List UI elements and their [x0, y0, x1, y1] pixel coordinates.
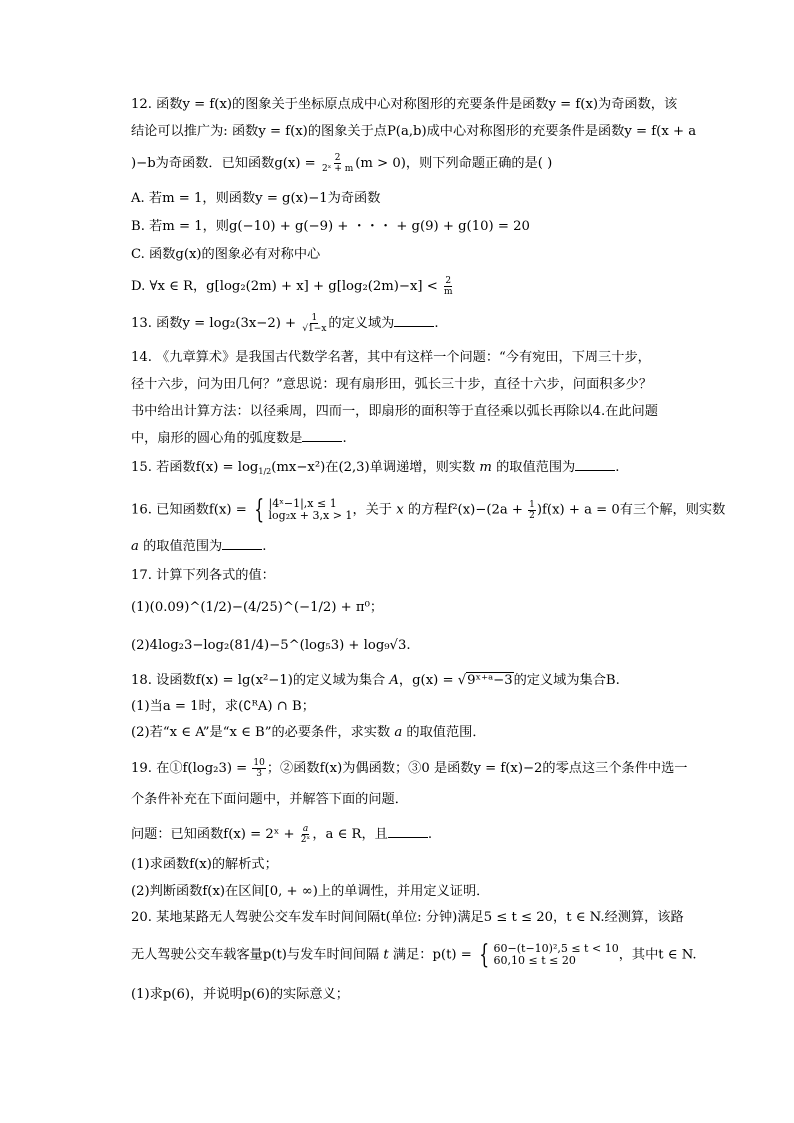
q18-line2: [131, 697, 315, 717]
q17-part2-text: (2)4log₂3−log₂(81/4)−5^(log₅3) + log₉√3.: [131, 638, 411, 653]
frac-denominator: √1−x: [302, 324, 327, 334]
piece-row2: 60,10 ≤ t ≤ 20: [493, 954, 576, 967]
q18-line3: [131, 723, 486, 743]
q16-text-c: 的方程f²(x)−(2a +: [403, 502, 528, 518]
q12-text2: 结论可以推广为: 函数y = f(x)的图象关于点P(a,b)成中心对称图形的充要条件是函数y = f(x + a: [131, 124, 697, 139]
q16-line2: [131, 537, 266, 557]
piece-row1: |4ˣ−1|,x ≤ 1: [268, 497, 337, 510]
q15-text-b: (mx−x²)在(2,3)单调递增，则实数: [271, 460, 480, 475]
log-base: 1/2: [258, 467, 272, 476]
q15-text-a: 15. 若函数f(x) = log: [131, 460, 259, 475]
option-d-text: D. ∀x ∈ R，g[log₂(2m) + x] + g[log₂(2m)−x] <: [131, 279, 442, 294]
q12-line2: [131, 122, 696, 142]
q12-text3a: )−b为奇函数．已知函数g(x) =: [131, 156, 320, 171]
q20-text-c: ，其中t ∈ N.: [618, 947, 697, 963]
frac-denominator: 3: [256, 769, 263, 779]
q12-text1: 12. 函数y = f(x)的图象关于坐标原点成中心对称图形的充要条件是函数y = f(x)为奇函数，该: [131, 97, 678, 112]
q13-text-b: 的定义域为: [328, 316, 395, 331]
q16-text-d: )f(x) + a = 0有三个解，则实数: [536, 502, 726, 518]
q18-text-c: 的定义域为集合B.: [513, 673, 620, 688]
answer-blank: [222, 537, 262, 550]
q19-line4: [131, 855, 278, 875]
q14-line2: [131, 375, 652, 395]
q20-text3: (1)求p(6)，并说明p(6)的实际意义；: [131, 987, 349, 1002]
q14-text2: 径十六步，问为田几何？”意思说：现有扇形田，弧长三十步，直径十六步，问面积多少？: [131, 377, 653, 392]
q13-fraction: [301, 313, 327, 334]
q17-title-text: 17. 计算下列各式的值：: [131, 568, 275, 583]
q13-line: [131, 313, 439, 334]
frac-denominator: 2: [529, 510, 535, 521]
q14-text4: 中，扇形的圆心角的弧度数是: [131, 431, 303, 446]
piece-row2: log₂x + 3,x > 1: [268, 509, 353, 522]
brace-glyph: {: [254, 495, 265, 525]
q20-line3: [131, 985, 349, 1005]
var-m: m: [479, 460, 492, 475]
option-b-text: B. 若m = 1，则g(−10) + g(−9) + ・・・ + g(9) + g(10) = 20: [131, 219, 530, 234]
q17-part1-text: (1)(0.09)^(1/2)−(4/25)^(−1/2) + π⁰；: [131, 600, 384, 615]
piecewise-brace: [476, 942, 619, 968]
q15-text-c: 的取值范围为: [491, 460, 576, 475]
q17-part2: [131, 636, 411, 656]
brace-glyph: {: [479, 940, 490, 970]
q20-text-a: 无人驾驶公交车载客量p(t)与发车时间间隔: [131, 947, 384, 963]
frac-denominator: 2ˣ + m: [321, 164, 354, 174]
var-x: x: [396, 502, 404, 518]
q19-fraction: [252, 758, 265, 779]
frac-numerator: 1: [529, 499, 535, 510]
q14-text1: 14. 《九章算术》是我国古代数学名著，其中有这样一个问题：“今有宛田，下周三十步，: [131, 350, 651, 365]
q16-text-l2b: 的取值范围为: [138, 539, 223, 554]
sqrt-content: 9ˣ⁺ᵃ−3: [467, 673, 513, 688]
answer-blank: [302, 429, 342, 442]
q20-line2: [131, 942, 697, 968]
q14-line3: [131, 402, 658, 422]
q18-text-b: ，g(x) =: [398, 673, 458, 688]
q19-text3a: 问题：已知函数f(x) = 2ˣ +: [131, 827, 299, 842]
q16-line1: [131, 497, 725, 523]
q20-text1: 20. 某地某路无人驾驶公交车发车时间间隔t(单位: 分钟)满足5 ≤ t ≤ 20，t ∈ N.经测算，该路: [131, 910, 684, 925]
answer-blank: [575, 458, 615, 471]
q19-text5: (2)判断函数f(x)在区间[0, + ∞)上的单调性，并用定义证明．: [131, 884, 490, 899]
q19-line1: [131, 758, 688, 779]
q14-period: .: [342, 431, 347, 446]
piecewise-rows: [494, 943, 619, 967]
q16-text-a: 16. 已知函数f(x) =: [131, 502, 251, 518]
q17-part1: [131, 598, 383, 618]
q13-text-a: 13. 函数y = log₂(3x−2) +: [131, 316, 301, 331]
q16-text-b: ，关于: [352, 502, 397, 518]
q14-line4: [131, 429, 347, 449]
q12-line3: [131, 153, 552, 174]
q15-line: [131, 458, 619, 482]
var-a: a: [394, 725, 403, 740]
q19-period: .: [427, 827, 433, 842]
q19-text4: (1)求函数f(x)的解析式；: [131, 857, 278, 872]
q19-fraction2: [300, 824, 312, 845]
frac-numerator: a: [302, 824, 309, 834]
q19-text-b: ；②函数f(x)为偶函数；③0 是函数y = f(x)−2的零点这三个条件中选一: [266, 761, 688, 776]
q18-text-a: 18. 设函数f(x) = lg(x²−1)的定义域为集合: [131, 673, 390, 688]
q12-option-c: [131, 245, 320, 265]
q19-text2: 个条件补充在下面问题中，并解答下面的问题．: [131, 792, 408, 807]
option-a-text: A. 若m = 1，则函数y = g(x)−1为奇函数: [131, 191, 381, 206]
q12-option-b: [131, 217, 530, 237]
frac-numerator: 2: [445, 276, 452, 286]
q14-line1: [131, 348, 651, 368]
q13-period: .: [434, 316, 439, 331]
q19-line2: [131, 790, 408, 810]
q16-fraction: [528, 500, 536, 521]
q12-text3b: (m > 0)，则下列命题正确的是( ): [355, 156, 553, 171]
frac-denominator: 2ˣ: [300, 835, 311, 845]
q18-text2: (1)当a = 1时，求(∁ᴿA) ∩ B；: [131, 699, 315, 714]
q14-text3: 书中给出计算方法：以径乘周，四而一，即扇形的面积等于直径乘以弧长再除以4.在此问题: [131, 404, 658, 419]
set-a: A: [389, 673, 399, 688]
q12-option-d: [131, 276, 455, 297]
q15-period: .: [615, 460, 620, 475]
q12-option-a: [131, 189, 380, 209]
answer-blank: [394, 314, 434, 327]
piecewise-brace: [251, 497, 352, 523]
q19-text3b: ，a ∈ R，且: [312, 827, 388, 842]
answer-blank: [388, 825, 428, 838]
q12-fraction: [321, 153, 354, 174]
piece-row1: 60−(t−10)²,5 ≤ t < 10: [493, 942, 619, 955]
var-a: a: [131, 539, 139, 554]
piecewise-rows: [269, 498, 353, 522]
frac-denominator: m: [443, 287, 453, 297]
q20-text-b: 满足：p(t) =: [388, 947, 476, 963]
q19-text-a: 19. 在①f(log₂3) =: [131, 761, 252, 776]
q20-line1: [131, 908, 684, 928]
q12-line1: [131, 95, 677, 115]
q19-line3: [131, 824, 432, 845]
option-c-text: C. 函数g(x)的图象必有对称中心: [131, 247, 321, 262]
frac-numerator: 2: [334, 153, 341, 163]
sqrt-symbol: √: [457, 673, 467, 688]
frac-numerator: 10: [253, 758, 265, 768]
var-t: t: [383, 947, 389, 963]
q18-text3a: (2)若“x ∈ A”是“x ∈ B”的必要条件，求实数: [131, 725, 395, 740]
frac-numerator: 1: [311, 313, 318, 323]
q19-line5: [131, 882, 489, 902]
option-d-fraction: [443, 276, 454, 297]
q18-line1: [131, 671, 620, 691]
q18-text3b: 的取值范围．: [402, 725, 486, 740]
q16-period: .: [262, 539, 267, 554]
q17-title: [131, 566, 275, 586]
